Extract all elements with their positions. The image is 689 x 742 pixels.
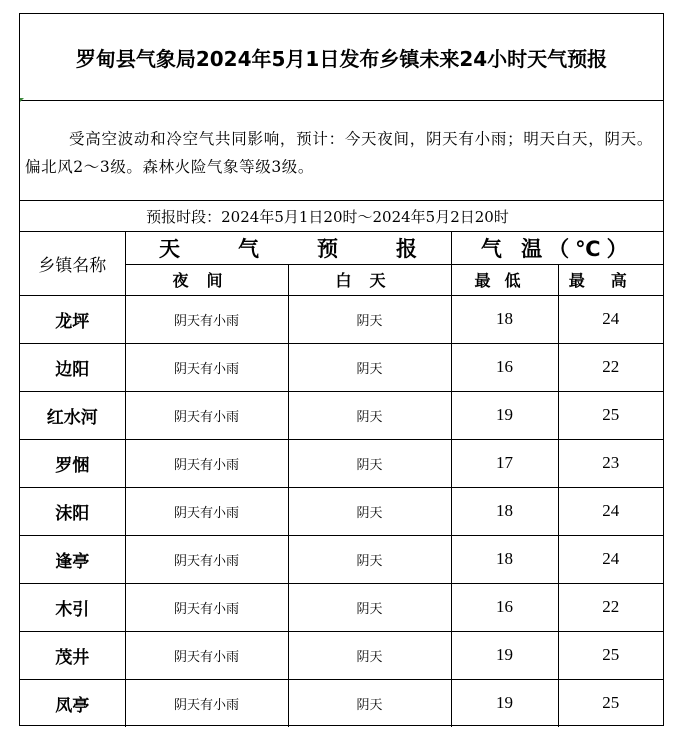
day-weather: 阴天 [288, 487, 451, 535]
table-row [20, 391, 663, 439]
table-row [20, 631, 663, 679]
day-weather: 阴天 [288, 535, 451, 583]
town-name: 罗悃 [20, 439, 125, 487]
min-temp: 19 [451, 391, 558, 439]
header-temperature: 气 温（℃） [451, 232, 663, 264]
min-temp: 19 [451, 679, 558, 727]
night-weather: 阴天有小雨 [125, 631, 288, 679]
max-temp: 24 [558, 295, 663, 343]
night-weather: 阴天有小雨 [125, 295, 288, 343]
table-row [20, 679, 663, 727]
header-day: 白天 [288, 264, 451, 295]
forecast-summary: 受高空波动和冷空气共同影响，预计：今天夜间，阴天有小雨；明天白天，阴天。偏北风2～3级。森林火险气象等级3级。 [20, 100, 663, 201]
town-name: 逢亭 [20, 535, 125, 583]
table-row [20, 343, 663, 391]
max-temp: 25 [558, 679, 663, 727]
forecast-table [20, 232, 663, 727]
max-temp: 25 [558, 631, 663, 679]
header-max-temp: 最高 [558, 264, 663, 295]
header-town-name: 乡镇名称 [20, 232, 125, 295]
day-weather: 阴天 [288, 583, 451, 631]
max-temp: 22 [558, 343, 663, 391]
table-row [20, 583, 663, 631]
night-weather: 阴天有小雨 [125, 439, 288, 487]
night-weather: 阴天有小雨 [125, 391, 288, 439]
town-name: 龙坪 [20, 295, 125, 343]
table-row [20, 439, 663, 487]
min-temp: 19 [451, 631, 558, 679]
town-name: 凤亭 [20, 679, 125, 727]
min-temp: 18 [451, 487, 558, 535]
min-temp: 18 [451, 295, 558, 343]
page-title: 罗甸县气象局2024年5月1日发布乡镇未来24小时天气预报 [20, 14, 663, 101]
night-weather: 阴天有小雨 [125, 679, 288, 727]
town-name: 沫阳 [20, 487, 125, 535]
header-forecast-char: 报 [396, 236, 417, 261]
min-temp: 18 [451, 535, 558, 583]
header-forecast [125, 232, 451, 264]
day-weather: 阴天 [288, 343, 451, 391]
min-temp: 17 [451, 439, 558, 487]
header-forecast-char: 天 [159, 236, 180, 261]
day-weather: 阴天 [288, 439, 451, 487]
min-temp: 16 [451, 583, 558, 631]
night-weather: 阴天有小雨 [125, 583, 288, 631]
town-name: 木引 [20, 583, 125, 631]
max-temp: 25 [558, 391, 663, 439]
max-temp: 23 [558, 439, 663, 487]
header-night: 夜间 [125, 264, 288, 295]
day-weather: 阴天 [288, 679, 451, 727]
night-weather: 阴天有小雨 [125, 343, 288, 391]
max-temp: 24 [558, 487, 663, 535]
forecast-period: 预报时段：2024年5月1日20时～2024年5月2日20时 [20, 201, 663, 232]
night-weather: 阴天有小雨 [125, 487, 288, 535]
table-row [20, 487, 663, 535]
town-name: 边阳 [20, 343, 125, 391]
day-weather: 阴天 [288, 391, 451, 439]
table-row [20, 295, 663, 343]
header-forecast-char: 预 [317, 236, 338, 261]
day-weather: 阴天 [288, 295, 451, 343]
header-forecast-char: 气 [238, 236, 259, 261]
day-weather: 阴天 [288, 631, 451, 679]
town-name: 红水河 [20, 391, 125, 439]
min-temp: 16 [451, 343, 558, 391]
town-name: 茂井 [20, 631, 125, 679]
max-temp: 24 [558, 535, 663, 583]
night-weather: 阴天有小雨 [125, 535, 288, 583]
forecast-sheet [19, 13, 664, 726]
table-row [20, 535, 663, 583]
max-temp: 22 [558, 583, 663, 631]
header-min-temp: 最低 [451, 264, 558, 295]
